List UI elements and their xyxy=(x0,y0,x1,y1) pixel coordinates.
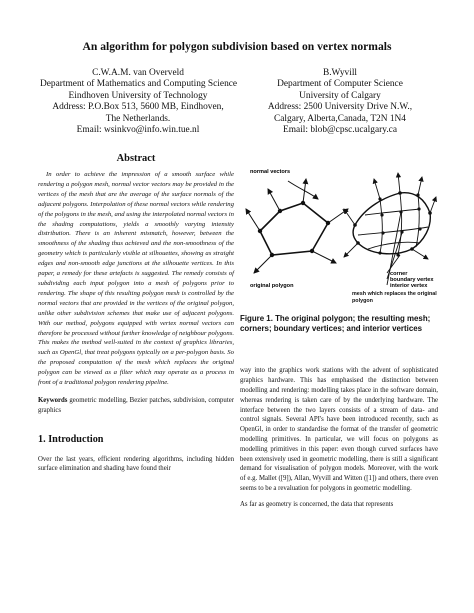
figure-1 xyxy=(240,163,438,308)
author-email: Email: blob@cpsc.ucalgary.ca xyxy=(283,125,397,136)
label-normal-vectors: normal vectors xyxy=(250,169,291,175)
introduction-heading: 1. Introduction xyxy=(38,433,104,445)
author-affiliation: Department of Mathematics and Computing Science xyxy=(40,79,238,90)
label-corner: corner xyxy=(390,271,408,277)
author-address: The Netherlands. xyxy=(105,113,171,124)
original-polygon xyxy=(258,201,330,257)
label-mesh-text: mesh which replaces the original polygon xyxy=(352,291,437,304)
label-original-polygon: original polygon xyxy=(250,283,294,289)
author-address: Calgary, Alberta,Canada, T2N 1N4 xyxy=(274,113,406,124)
body-paragraph: As far as geometry is concerned, the data that represents xyxy=(240,500,394,508)
abstract-text: In order to achieve the impression of a smooth surface while rendering a polygon mesh, normal vector vectors may be provided in the vertices of the mesh that are the average of the surface normals of the adjacent polygons. Interpolation of these normal vectors while rendering of the polygons in the mesh, and using the interpolated normal vectors in the shading computations, yields a smoothly varying intensity distribution. There is an inherent mismatch, however, between the smoothness of the shading thus achieved and the non-smoothness of the geometry which is particularly visible at silhouettes, showing as straight edges and non-smooth edge junctions at the silhouette vertices. In this paper, a remedy for these artefacts is suggested. The remedy consists of subdividing each input polygon into a mesh of polygons prior to rendering. The shape of this resulting polygon mesh is controlled by the normal vectors that are provided in the vertices of the original polygon, unlike other subdivision schemes that make use of adjacent polygons. With our method, polygons equipped with vertex normal vectors can therefore be processed without further knowledge of neighbour polygons. This makes the method well-suited in the context of graphics libraries, such as OpenGl, that treat polygons typically on a per-polygon basis. So the proposed computation of the mesh which replaces the original polygon can be viewed as a filter which may operate as a process in front of a traditional polygon rendering pipeline. xyxy=(38,171,234,387)
author-name: C.W.A.M. van Overveld xyxy=(92,68,184,78)
author-address: Address: 2500 University Drive N.W., xyxy=(267,102,413,113)
body-paragraph: way into the graphics work stations with the advent of sophisticated graphics hardware. This has emphasised the distinction between modelling and rendering: modelling takes place in the software domain, whereas rendering is taken care of by the underlying hardware. The interface between the two layers consists of a stream of data- and control signals. Several API's have been introduced recently, such as OpenGl, in order to standardise the format of the transfer of geometric modelling primitives. In particular, we will focus on polygons as modelling primitives in this paper: even though curved surfaces have been extensively used in geometric modelling, there is still a significant demand for visualisation of polygon models. Moreover, with the work of e.g. Mallet ([9]), Allan, Wyvill and Witten ([1]) and others, there even seems to be a revaluation for polygons in geometric modelling. xyxy=(240,367,438,492)
right-column xyxy=(240,163,438,510)
abstract-heading: Abstract xyxy=(116,153,156,164)
author-affiliation: Eindhoven University of Technology xyxy=(68,90,208,101)
author-email: Email: wsinkvo@info.win.tue.nl xyxy=(76,125,200,136)
keywords xyxy=(38,396,234,416)
label-boundary-vertex: boundary vertex xyxy=(390,277,434,283)
left-column xyxy=(38,153,234,474)
normal-vector-arrows xyxy=(246,179,348,273)
author-address: Address: P.O.Box 513, 5600 MB, Eindhoven, xyxy=(52,102,224,113)
author-block-2 xyxy=(250,68,430,136)
label-interior-vertex: interior vertex xyxy=(390,283,428,289)
paper-title: An algorithm for polygon subdivision based on vertex normals xyxy=(82,40,392,53)
keywords-text: geometric modelling, Bezier patches, subdivision, computer graphics xyxy=(38,396,234,414)
author-affiliation: Department of Computer Science xyxy=(277,79,403,90)
figure-1-diagram xyxy=(240,163,438,308)
subdivided-mesh xyxy=(344,173,436,285)
label-mesh xyxy=(352,291,438,308)
author-block-1 xyxy=(40,68,236,136)
keywords-label: Keywords xyxy=(38,396,68,404)
introduction-text: Over the last years, efficient rendering algorithms, including hidden surface elimination and shading have found their xyxy=(38,455,234,473)
figure-caption: Figure 1. The original polygon; the resulting mesh; corners; boundary vertices; and interior vertices xyxy=(240,314,431,334)
author-name: B.Wyvill xyxy=(322,68,358,78)
author-affiliation: University of Calgary xyxy=(299,90,381,101)
